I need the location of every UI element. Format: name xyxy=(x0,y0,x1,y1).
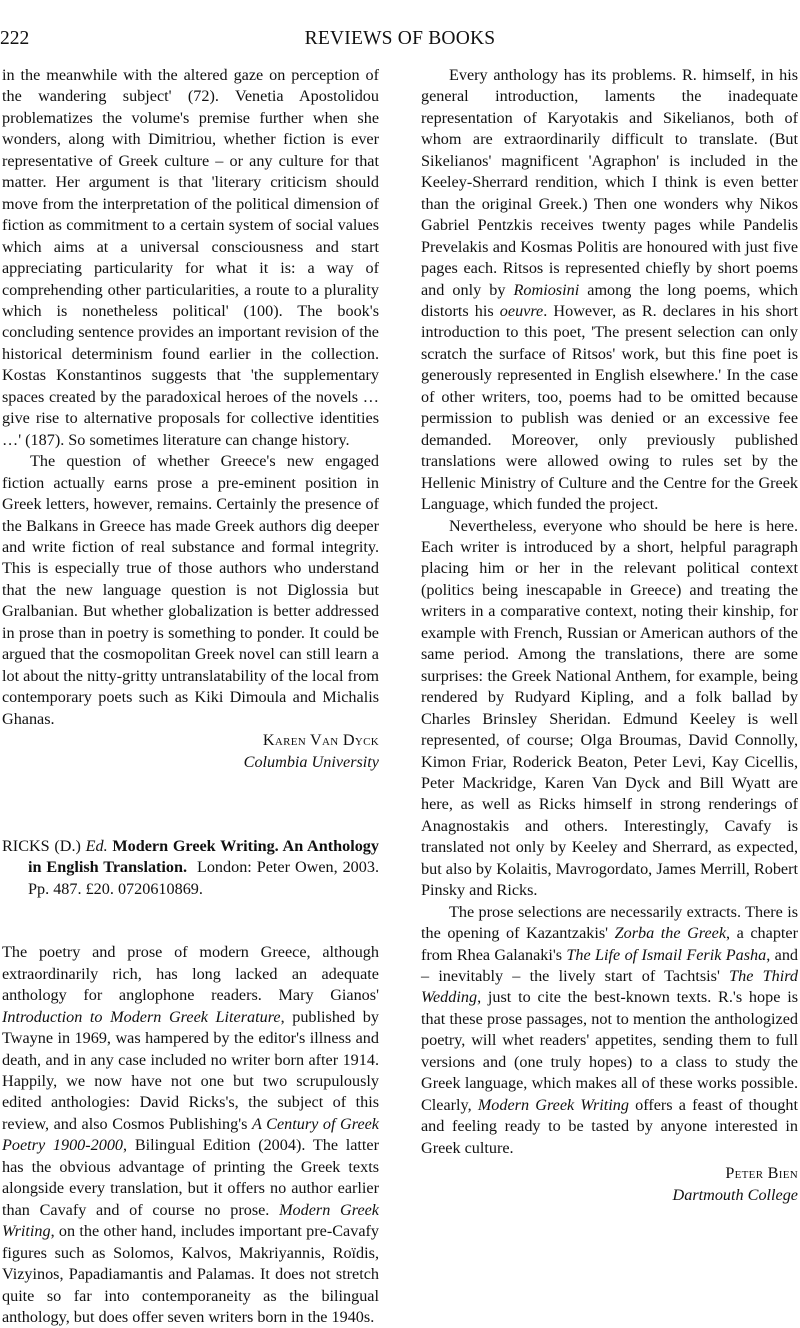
text-span: offers a feast of thought and feeling ready to be tasted by anyone interested in Greek culture. xyxy=(421,1095,798,1157)
foreign-term: oeuvre xyxy=(499,301,544,320)
text-span: , just to cite the best-known texts. R.'s hope is that these prose passages, not to mention the anthologized poetry, will whet readers' appetites, sending them to full versions and (one truly hopes) to a class to study the Greek language, which makes all of these works possible. Clearly, xyxy=(421,988,798,1114)
closing-paragraph: The question of whether Greece's new engaged fiction actually earns prose a pre-eminent position in Greek letters, however, remains. Certainly the presence of the Balkans in Greece has made Greek authors dig deeper and write fiction of real substance and formal integrity. This is especially true of those authors who understand that the new language question is not Diglossia but Gralbanian. But whether globalization is better addressed in prose than in poetry is something to ponder. It could be argued that the cosmopolitan Greek novel can still learn a lot about the nitty-gritty untranslatability of the local from contemporary poets such as Kiki Dimoula and Michalis Ghanas. xyxy=(2,452,379,728)
text-span: . However, as R. declares in his short introduction to this poet, 'The present selection can only scratch the surface of Ritsos' work, but this fine poet is generously represented in English elsewhere.' In the case of other writers, too, poems had to be omitted because permission to publish was denied or an excessive fee demanded. Moreover, only previously published translations were allowed owing to rules set by the Hellenic Ministry of Culture and the Centre for the Greek Language, which funded the project. xyxy=(421,301,799,514)
cited-title: The Third Wedding xyxy=(421,967,798,1007)
text-span: The poetry and prose of modern Greece, although extraordinarily rich, has long lacked an adequate anthology for anglophone readers. Mary Gianos' xyxy=(2,943,379,1005)
cited-title: Zorba the Greek xyxy=(614,924,727,943)
bibliographic-entry xyxy=(2,836,379,900)
editor-abbrev: Ed. xyxy=(85,836,108,855)
book-author: RICKS (D.) xyxy=(2,836,81,855)
left-column xyxy=(2,65,379,1328)
cited-title: Introduction to Modern Greek Literature xyxy=(2,1007,281,1026)
text-span: , a chapter from Rhea Galanaki's xyxy=(421,924,798,964)
right-column xyxy=(421,65,798,1206)
text-span: , and – inevitably – the lively start of Tachtsis' xyxy=(421,945,799,986)
text-span: among the long poems, which distorts his xyxy=(421,280,799,320)
reviewer-name: Karen Van Dyck xyxy=(262,731,379,750)
review-paragraph-3: Nevertheless, everyone who should be here is here. Each writer is introduced by a short, helpful paragraph placing him or her in the relevant political context (politics being inescapable in Greece) and treating the writers in a comparative context, noting their kinship, for example with French, Russian or American authors of the same period. Among the translations, there are some surprises: the Greek National Anthem, for example, being rendered by Rudyard Kipling, and a folk ballad by Charles Brinsley Sheridan. Edmund Keeley is well represented, of course; Olga Broumas, David Connolly, Kimon Friar, Roderick Beaton, Peter Levi, Kay Cicellis, Peter Mackridge, Karen Van Dyck and Bill Wyatt are here, as well as Ricks himself in strong renderings of Anagnostakis and others. Interestingly, Cavafy is translated not only by Keeley and Sherrard, as expected, but also by Kolaitis, Mavrogordato, James Merrill, Robert Pinsky and Ricks. xyxy=(421,516,798,900)
page-number: 222 xyxy=(0,28,30,49)
review-paragraph-4 xyxy=(421,902,798,1159)
reviewer-name: Peter Bien xyxy=(725,1164,798,1183)
cited-title: Romiosini xyxy=(513,280,580,299)
text-span: The prose selections are necessarily extracts. There is the opening of Kazantzakis' xyxy=(421,902,798,943)
running-head: REVIEWS OF BOOKS xyxy=(304,28,496,49)
reviewer-affiliation: Dartmouth College xyxy=(672,1185,798,1204)
review-paragraph-2 xyxy=(421,65,798,516)
review-paragraph-1 xyxy=(2,942,379,1328)
continuation-paragraph: in the meanwhile with the altered gaze on perception of the wandering subject' (72). Venetia Apostolidou problematizes the volume's premise further when she wonders, along with Dimitriou, whether fiction is ever representative of Greek culture – or any culture for that matter. Her argument is that 'literary criticism should move from the interpretation of the political dimension of fiction as commitment to a certain system of social values which aims at a universal consciousness and start appreciating particularity for what it is: a way of comprehending other particularities, a route to a plurality which is nonetheless political' (100). The book's concluding sentence provides an important revision of the historical determinism found earlier in the collection. Kostas Konstantinos suggests that 'the supplementary spaces created by the paradoxical heroes of the novels … give rise to alternative proposals for collective identities …' (187). So sometimes literature can change history. xyxy=(2,66,379,449)
cited-title: A Century of Greek Poetry 1900-2000 xyxy=(2,1114,379,1155)
text-span: , Bilingual Edition (2004). The latter has the obvious advantage of printing the Greek texts alongside every translation, but it offers no author earlier than Cavafy and of course no prose. xyxy=(2,1136,379,1219)
cited-title: The Life of Ismail Ferik Pasha xyxy=(566,945,767,964)
text-span: , on the other hand, includes important pre-Cavafy figures such as Solomos, Kalvos, Makriyannis, Roïdis, Vizyinos, Papadiamantis and Palamas. It does not stretch quite so far into contemporaneity as the bilingual anthology, but does offer seven writers born in the 1940s. xyxy=(2,1222,379,1327)
book-title: Modern Greek Writing. An Anthology in English Translation. xyxy=(28,836,379,877)
cited-title: Modern Greek Writing xyxy=(2,1200,379,1241)
publication-info: London: Peter Owen, 2003. Pp. 487. £20. 0720610869. xyxy=(28,858,380,898)
cited-title: Modern Greek Writing xyxy=(477,1095,629,1114)
page-header xyxy=(0,28,800,58)
text-span: Every anthology has its problems. R. himself, in his general introduction, laments the inadequate representation of Karyotakis and Sikelianos, both of whom are extraordinarily difficult to translate. (But Sikelianos' magnificent 'Agraphon' is included in the Keeley-Sherrard rendition, which I think is even better than the original Greek.) Then one wonders why Nikos Gabriel Pentzkis receives twenty pages while Pandelis Prevelakis and Kosmas Politis are honoured with just five pages each. Ritsos is represented chiefly by short poems and only by xyxy=(421,66,798,299)
reviewer-affiliation: Columbia University xyxy=(243,752,379,771)
text-span: , published by Twayne in 1969, was hampered by the editor's illness and death, and in any case included no writer born after 1914. Happily, we now have not one but two scrupulously edited anthologies: David Ricks's, the subject of this review, and also Cosmos Publishing's xyxy=(2,1007,379,1133)
